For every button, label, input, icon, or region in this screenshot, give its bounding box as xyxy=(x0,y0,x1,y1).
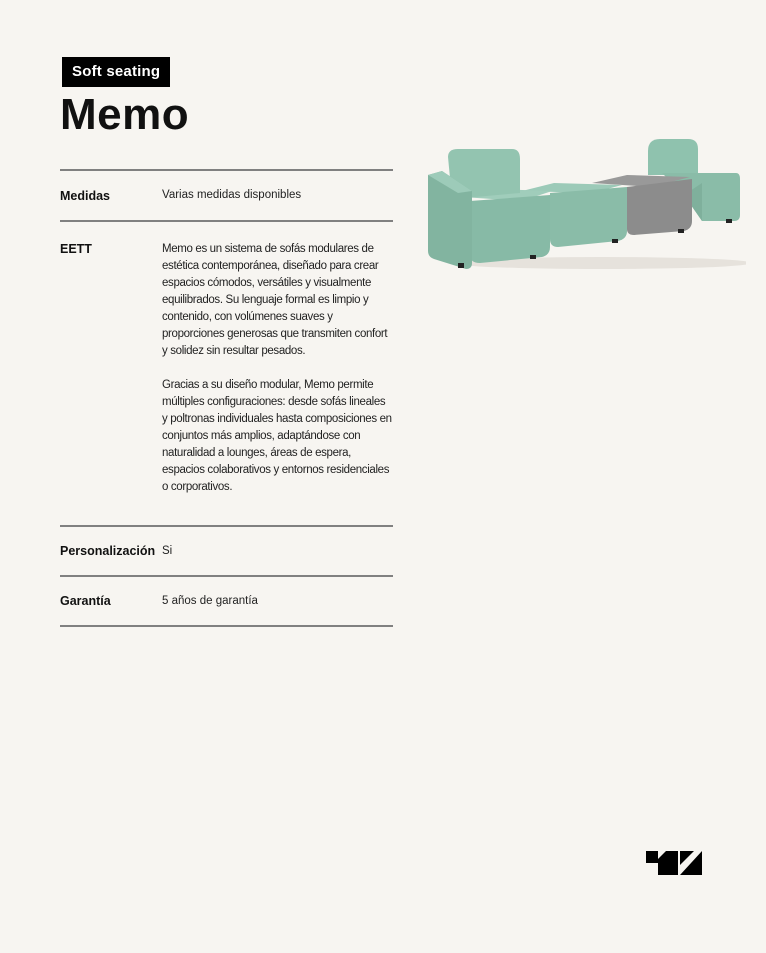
spec-row-eett xyxy=(60,222,393,525)
description-paragraph-2: Gracias a su diseño modular, Memo permite múltiples configuraciones: desde sofás lineales y poltronas individuales hasta composiciones en conjuntos más amplios, adaptándose con naturalidad a lounges, áreas de espera, espacios colaborativos y entornos residenciales o corporativos. xyxy=(162,379,392,493)
spec-label: EETT xyxy=(60,242,92,256)
spec-row-garantia xyxy=(60,577,393,625)
spec-row-medidas xyxy=(60,171,393,220)
brand-logo-icon xyxy=(644,849,704,877)
category-badge: Soft seating xyxy=(62,57,170,87)
spec-value: 5 años de garantía xyxy=(162,594,258,607)
description-paragraph-1: Memo es un sistema de sofás modulares de estética contemporánea, diseñado para crear espacios cómodos, versátiles y visualmente equilibrados. Su lenguaje formal es limpio y contenido, con volúmenes suaves y proporciones generosas que transmiten confort y solidez sin resultar pesados. xyxy=(162,243,388,357)
divider xyxy=(60,625,393,627)
spec-label: Personalización xyxy=(60,544,156,558)
spec-description xyxy=(162,241,393,496)
spec-value: Si xyxy=(162,544,173,557)
spec-label: Medidas xyxy=(60,188,111,203)
spec-row-personalizacion xyxy=(60,527,393,575)
sofa-product-image xyxy=(422,135,746,275)
page-title: Memo xyxy=(60,90,190,139)
spec-table xyxy=(60,169,393,627)
spec-label: Garantía xyxy=(60,594,111,608)
spec-value: Varias medidas disponibles xyxy=(162,189,302,201)
